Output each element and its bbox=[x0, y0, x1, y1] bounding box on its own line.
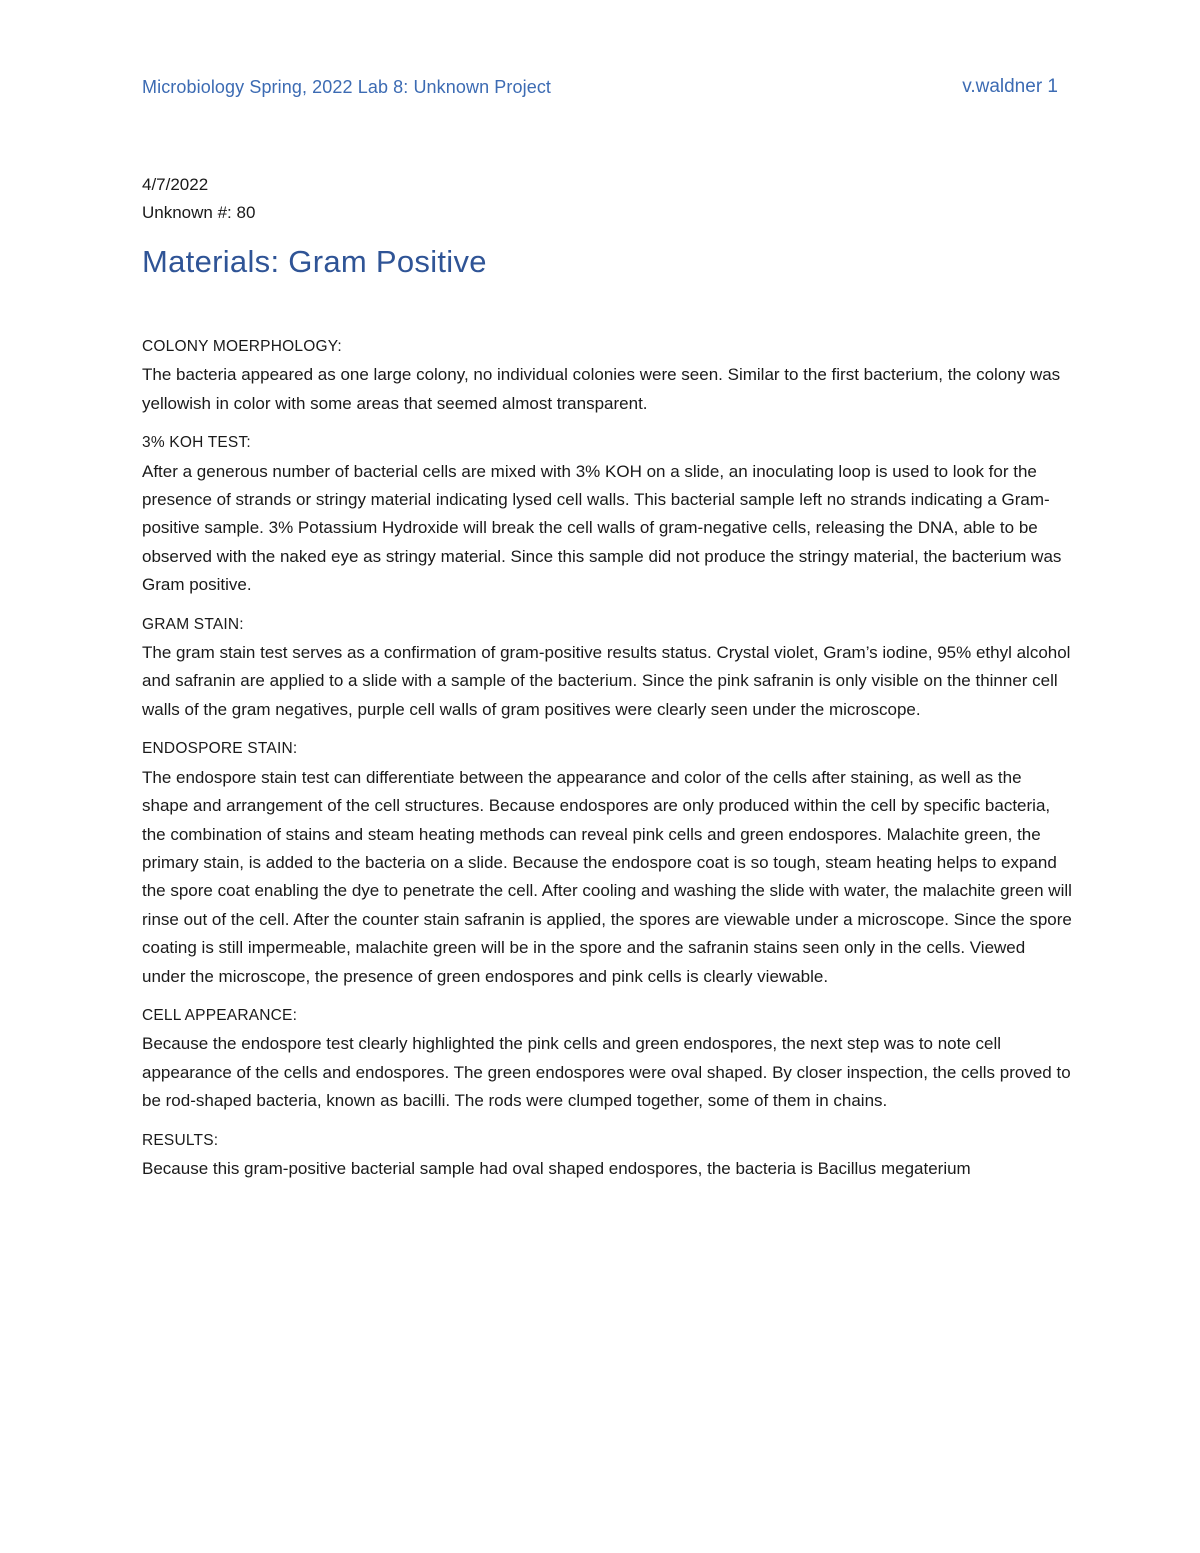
page-header bbox=[142, 73, 1058, 101]
section-heading: 3% KOH TEST: bbox=[142, 434, 251, 452]
section-heading: RESULTS: bbox=[142, 1131, 219, 1149]
section-paragraph: The endospore stain test can differentiate between the appearance and color of the cells after staining, as well as the shape and arrangement of the cell structures. Because endospores are only produced within the cell by specific bacteria, the combination of stains and steam heating methods can reveal pink cells and green endospores. Malachite green, the primary stain, is added to the bacteria on a slide. Because the endospore coat is so tough, steam heating helps to expand the spore coat enabling the dye to penetrate the cell. After cooling and washing the slide with water, the malachite green will rinse out of the cell. After the counter stain safranin is applied, the spores are viewable under a microscope. Since the spore coating is still impermeable, malachite green will be in the spore and the safranin stains seen only in the cells. Viewed under the microscope, the presence of green endospores and pink cells is clearly viewable. bbox=[142, 767, 1072, 986]
document-meta bbox=[142, 171, 255, 227]
section-heading: GRAM STAIN: bbox=[142, 615, 244, 633]
section-koh-test bbox=[142, 429, 1072, 599]
section-heading: CELL APPEARANCE: bbox=[142, 1006, 298, 1024]
section-colony-morphology bbox=[142, 333, 1072, 418]
section-endospore-stain bbox=[142, 735, 1072, 991]
section-paragraph: After a generous number of bacterial cells are mixed with 3% KOH on a slide, an inoculating loop is used to look for the presence of strands or stringy material indicating lysed cell walls. This bacterial sample left no strands indicating a Gram-positive sample. 3% Potassium Hydroxide will break the cell walls of gram-negative cells, releasing the DNA, able to be observed with the naked eye as stringy material. Since this sample did not produce the stringy material, the bacterium was Gram positive. bbox=[142, 461, 1062, 595]
document-body bbox=[142, 333, 1072, 1194]
section-paragraph: The gram stain test serves as a confirmation of gram-positive results status. Crystal violet, Gram’s iodine, 95% ethyl alcohol and safranin are applied to a slide with a sample of the bacterium. Since the pink safranin is only visible on the thinner cell walls of the gram negatives, purple cell walls of gram positives were clearly seen under the microscope. bbox=[142, 643, 1071, 719]
section-cell-appearance bbox=[142, 1002, 1072, 1116]
section-gram-stain bbox=[142, 611, 1072, 725]
section-paragraph: Because the endospore test clearly highlighted the pink cells and green endospores, the next step was to note cell appearance of the cells and endospores. The green endospores were oval shaped. By closer inspection, the cells proved to be rod-shaped bacteria, known as bacilli. The rods were clumped together, some of them in chains. bbox=[142, 1034, 1071, 1111]
document-title: Materials: Gram Positive bbox=[142, 244, 487, 279]
section-paragraph: The bacteria appeared as one large colony, no individual colonies were seen. Similar to the first bacterium, the colony was yellowish in color with some areas that seemed almost transparent. bbox=[142, 365, 1061, 413]
header-author-page: v.waldner 1 bbox=[962, 76, 1058, 97]
section-paragraph: Because this gram-positive bacterial sample had oval shaped endospores, the bacteria is Bacillus megaterium bbox=[142, 1158, 971, 1178]
unknown-number: Unknown #: 80 bbox=[142, 203, 256, 222]
header-course-title: Microbiology Spring, 2022 Lab 8: Unknown Project bbox=[142, 76, 552, 97]
section-heading: COLONY MOERPHOLOGY: bbox=[142, 338, 342, 355]
section-results bbox=[142, 1127, 1072, 1184]
document-date: 4/7/2022 bbox=[142, 175, 209, 194]
section-heading: ENDOSPORE STAIN: bbox=[142, 740, 298, 758]
